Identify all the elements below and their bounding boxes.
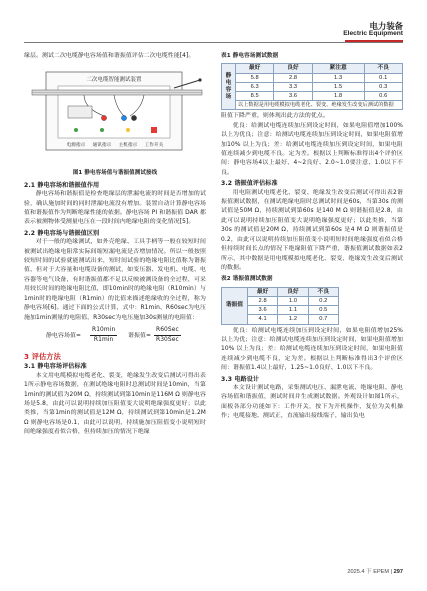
pi-numerator: R10min xyxy=(90,326,117,336)
table-cell: 2.8 xyxy=(248,296,278,305)
table-row xyxy=(222,82,403,91)
journal-title-en: Electric Equipment xyxy=(343,30,403,37)
table-cell: 0.1 xyxy=(364,73,402,82)
paragraph-after-table-1: 阻值下降严重，则体现出此方法的优点。 xyxy=(221,113,329,120)
table-cell: 6.3 xyxy=(236,82,274,91)
table-cell: 1.1 xyxy=(278,306,308,315)
table-1 xyxy=(221,63,403,110)
table-cell: 0.5 xyxy=(308,306,338,315)
table-2-header-cell: 良好 xyxy=(278,287,308,296)
device-title: 二次电缆智能测试装置 xyxy=(86,77,142,84)
table-2 xyxy=(221,287,339,325)
criteria-paragraph-2: 优良：给测试电缆连续加压到设定时间，如果电阻值增加25% 以上为优；注意：给测试电缆连续加压到设定时间，如果电阻值增加10% 以上为良；差：给测试电缆连续加压到设定时间，如果电阻值连续减少到电缆不良，定为差。根据以上判断标准得出3个评价区间：谐振值1.4以上最好，1.25~1.0良好、1.0以下不良。 xyxy=(221,327,403,372)
table-2-header-cell: 不良 xyxy=(308,287,338,296)
indicator-power xyxy=(74,128,78,132)
section-2-2-title: 2.2 静电容场与谐振值区别 xyxy=(24,229,100,237)
dar-denominator: R30Sec xyxy=(156,336,179,343)
table-cell: 0.7 xyxy=(308,315,338,324)
section-3-1-title: 3.1 静电容场评估标准 xyxy=(24,363,87,371)
table-cell: 1.5 xyxy=(312,82,364,91)
wiring-diagram xyxy=(24,66,206,166)
table-2-row-header: 谐振值 xyxy=(222,287,248,324)
right-column xyxy=(221,52,403,422)
display-screen xyxy=(68,106,92,118)
criteria-paragraph-1: 优良：给测试电缆连续加压到设定时间，如果电阻值增加100% 以上为优良；注意：给测试电缆连续加压到设定时间，如果电阻值增加10% 以上为良；差：给测试电缆连续加压到设定时间，如果电阻值连续减少到电缆不良。定为差。根据以上判断标准得出4个评价区间：静电容场4以上最好、4~2良好、2.0~1.0要注意、1.0以下不良。 xyxy=(221,122,403,176)
table-1-row-header: 静电容场 xyxy=(222,64,236,110)
dar-formula-label: 谐振值= xyxy=(128,332,152,339)
header-rule xyxy=(24,42,403,43)
table-cell: 3.3 xyxy=(274,82,312,91)
table-cell: 3.6 xyxy=(248,306,278,315)
pi-denominator: R1min xyxy=(93,336,114,343)
table-1-header-cell: 不良 xyxy=(364,64,402,73)
table-1-header-cell: 紧注意 xyxy=(312,64,364,73)
table-row xyxy=(222,73,403,82)
table-row xyxy=(222,64,403,73)
formula-block xyxy=(24,325,206,349)
journal-title-cn: 电力装备 xyxy=(369,21,403,31)
left-column xyxy=(24,52,206,438)
table-1-title: 表1 静电容场测试数据 xyxy=(221,53,279,59)
label-power: 电源指示 xyxy=(66,143,86,149)
section-3-2-title: 3.2 谐振值评估标准 xyxy=(221,180,278,188)
section-3-3-title: 3.3 电路设计 xyxy=(221,375,260,383)
label-switch: 工作开关 xyxy=(144,143,164,149)
table-1-header-cell: 良好 xyxy=(274,64,312,73)
table-cell: 1.3 xyxy=(312,73,364,82)
figure-1 xyxy=(24,66,206,166)
page-footer: 2025.4 下 EPEM | 297 xyxy=(347,569,403,575)
indicator-host xyxy=(126,128,130,132)
figure-caption: 图1 静电容场值与谐振值测试接线 xyxy=(72,170,158,177)
table-2-header-cell: 最好 xyxy=(248,287,278,296)
table-cell: 5.8 xyxy=(236,73,274,82)
table-cell: 0.3 xyxy=(364,82,402,91)
section-3-2-paragraph: 用电阻测试电缆老化、裂变、绝缘发生改变后测试可得出表2谐振值测试数据，在测试绝缘电阻时总测试时间是60s，当第30s 的测试值是50M Ω，持续测试到第60s 是140 M Ω 则谐振值是2.8，由此可以说明持续加压阻值变大说明绝缘强度更好；以此类推，当第30s 的测试值是20M Ω，持续测试到第60s 是4 M Ω 则谐振值是0.2，由此可以说明持续加压阻值变小说明短时间绝缘强度看似合格但持续时间长点的情况下绝缘阻值下降严重，谐振值测试数据如表2所示，其中数据是用电缆模拟电缆老化、裂变、绝缘发生改变后测试的数据。 xyxy=(221,189,403,271)
table-cell: 0.6 xyxy=(364,92,402,101)
indicator-comm xyxy=(100,128,104,132)
table-1-header-cell: 最好 xyxy=(236,64,274,73)
table-cell: 0.2 xyxy=(308,296,338,305)
table-cell: 4.1 xyxy=(248,315,278,324)
table-cell: 1.2 xyxy=(278,315,308,324)
table-cell: 1.8 xyxy=(312,92,364,101)
intro-paragraph: 缘层。测试二次电缆静电容场值和谐振值评估二次电缆性能[4]。 xyxy=(24,53,195,59)
dar-fraction xyxy=(154,326,181,345)
table-cell: 8.5 xyxy=(236,92,274,101)
pi-formula-label: 静电容场值= xyxy=(46,332,81,339)
table-row xyxy=(222,287,339,296)
section-2-2-paragraph: 对于一般的绝缘测试，如外壳绝缘、工具手柄等一般在较短时间被测试出绝缘电阻常实际间缩短漏电流是否增加情况。所以一般按照较短时间的试验就能测试出来，短时间试验的绝缘电阻比值称为谐振值，但对于大容量和电缆设备的测试，如变压器、发电机、电缆、电容器等电气设备，有时谐振值都不足以反映被测设备的全过程，可采用较长时间的绝缘电阻比值，即10min时的绝缘电阻（R10min）与1min时的绝缘电阻（R1min）的比值来描述绝缘收的全过程，称为静电容场[6]。通过下面的公式计算，式中：R1min、R60sec为电压施加1min测量的电阻值，R30sec为电压施加30s测量的电阻值： xyxy=(24,239,207,321)
section-2-1-title: 2.1 静电容场和谐振值作用 xyxy=(24,181,100,189)
table-1-note: 以上数据是用电缆模拟电缆老化、裂变、绝缘发生改变后测试的数据 xyxy=(236,101,403,110)
terminal-black xyxy=(131,116,136,121)
label-comm: 通讯指示 xyxy=(92,143,112,149)
table-row xyxy=(222,101,403,110)
section-3-title: 3 评估方法 xyxy=(24,351,61,361)
section-2-1-paragraph: 静电容场和谐振值是检查绝缘层的泄漏电流的时间是否增加的试验，确认施加时间的同时泄漏电流没有增加。装置自动计算静电容场值和谐振值作为判断绝缘性能的依据。静电容场 PI 和谐振值 DAR 都表示被测物体受测量电压在一段时间内绝缘电阻的变化情况[5]。 xyxy=(24,191,206,226)
label-host: 主机指示 xyxy=(118,143,138,149)
terminal-red xyxy=(101,116,106,121)
work-switch xyxy=(151,127,157,133)
table-2-title: 表2 谐振值测试数据 xyxy=(221,276,273,283)
table-cell: 1.0 xyxy=(278,296,308,305)
probe-tip xyxy=(198,79,201,82)
footer-text: 2025.4 下 EPEM xyxy=(347,569,390,575)
section-3-3-paragraph: 本文设计测试电路，采集测试电压、漏泄电流、绝缘电阻、静电容场值和谐振值，测试时间并生成测试数据。外观设计如图1所示，面板各部分功能如下：工作开关，按下为开机操作，复位为关机操作；电缆接地、测试正，直流输出接线端子，输出负电 xyxy=(221,384,403,420)
dar-numerator: R60Sec xyxy=(154,326,181,336)
pi-fraction xyxy=(90,326,117,345)
page-number: 297 xyxy=(393,569,403,575)
section-3-1-paragraph: 本文用电缆模拟电缆老化、裂变，绝缘发生改变后测试可得出表1所示静电容场数据，在测试绝缘电阻时总测试时间是10min，当第1min的测试值为20M Ω，持续测试到第10min是116M Ω 则静电容场是5.8，由此可以说明持续加压阻值变大说明绝缘强度更好；以此类推，当第1min的测试值是12M Ω，持续测试到第10min是1.2M Ω 则静电容场是0.1，由此可以说明，持续施加压阻值变小说明短时间绝缘强度看似合格，但持续加压的情况下绝缘 xyxy=(24,372,206,436)
table-cell: 2.8 xyxy=(274,73,312,82)
table-cell: 3.6 xyxy=(274,92,312,101)
table-row xyxy=(222,92,403,101)
terminal-blue xyxy=(121,116,126,121)
